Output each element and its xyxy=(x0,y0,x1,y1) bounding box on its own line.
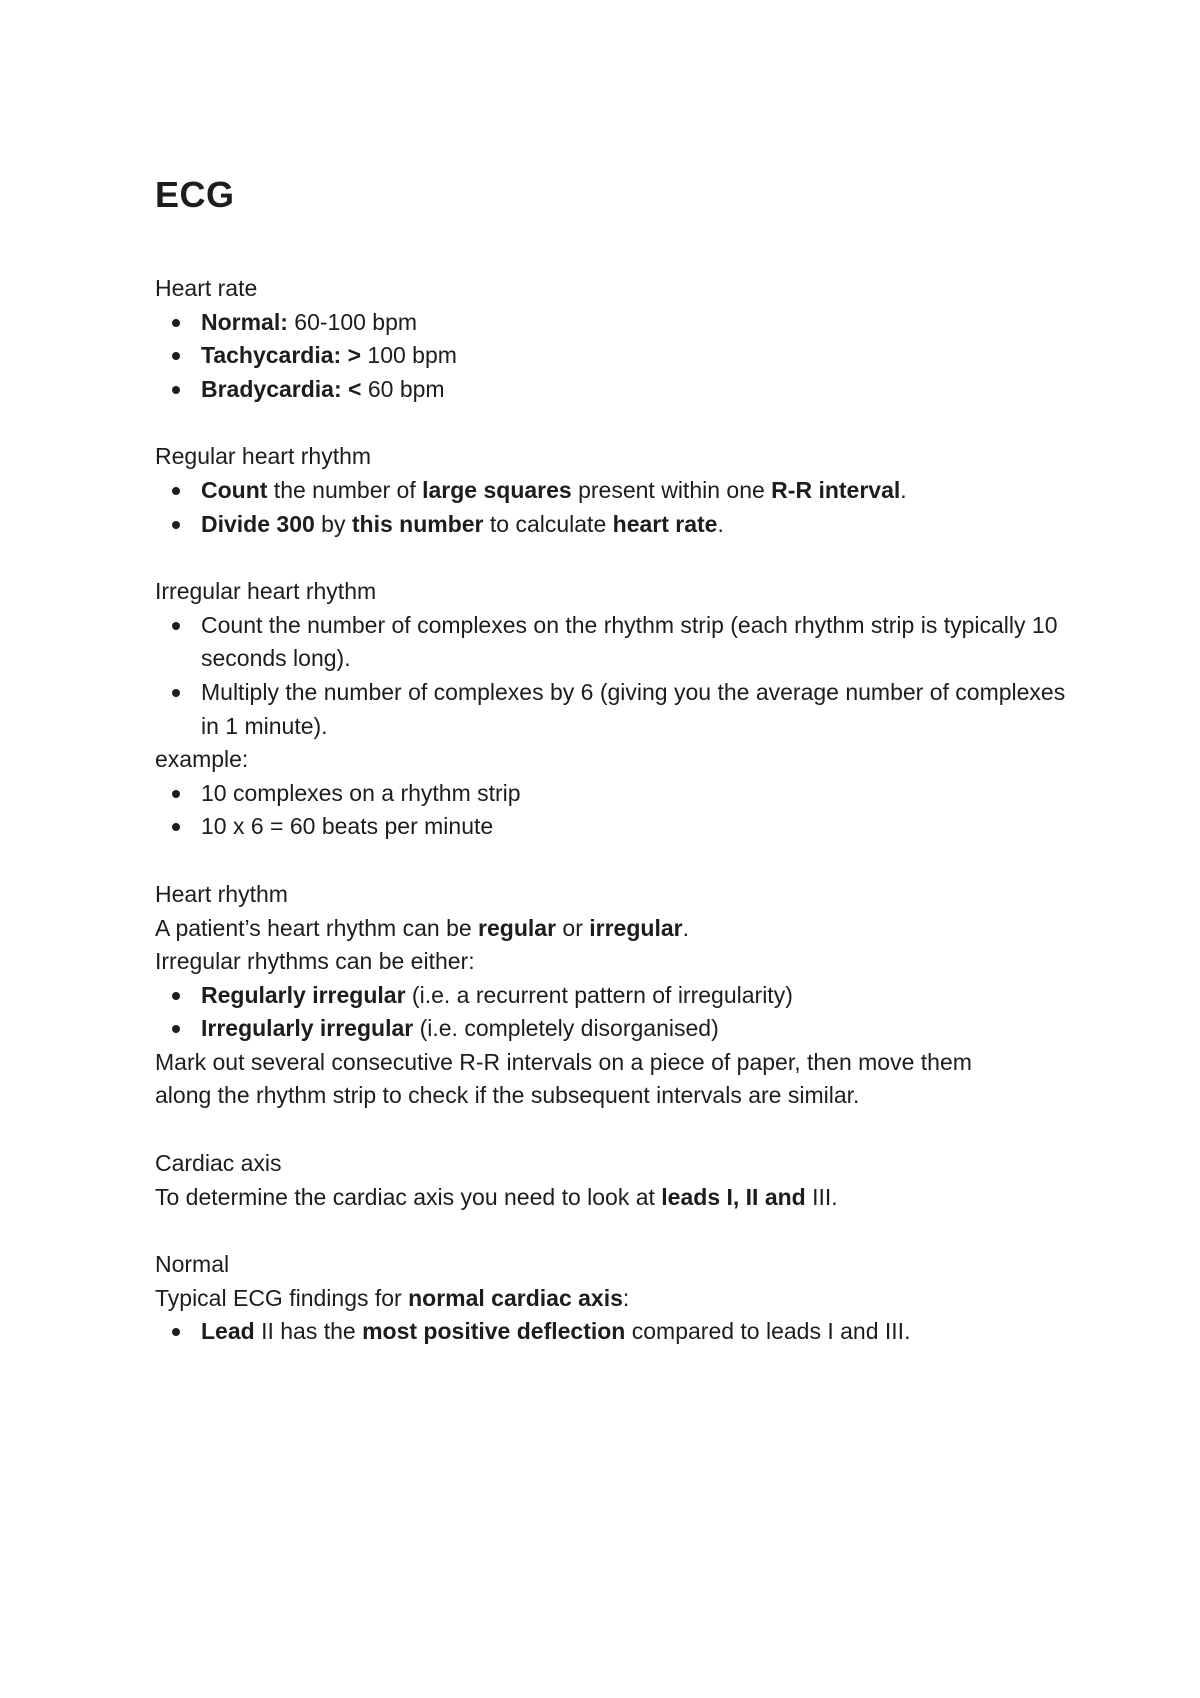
irregular-types-list xyxy=(155,979,1075,1046)
heart-rhythm-line: A patient’s heart rhythm can be regular or irregular. xyxy=(155,914,689,941)
normal-axis-section xyxy=(155,1248,1075,1349)
heart-rhythm-heading: Heart rhythm xyxy=(155,880,288,907)
list-item: 10 x 6 = 60 beats per minute xyxy=(155,810,1075,844)
list-item-tachycardia: Tachycardia: > 100 bpm xyxy=(155,339,1075,373)
list-item: Multiply the number of complexes by 6 (giving you the average number of complexes in 1 minute). xyxy=(155,676,1075,743)
heart-rate-heading: Heart rate xyxy=(155,275,258,301)
list-item-lead-ii: Lead II has the most positive deflection compared to leads I and III. xyxy=(155,1315,1075,1349)
normal-heading: Normal xyxy=(155,1251,230,1278)
list-item-normal: Normal: 60-100 bpm xyxy=(155,306,1075,340)
list-item-regularly-irregular: Regularly irregular (i.e. a recurrent pattern of irregularity) xyxy=(155,979,1075,1013)
normal-line: Typical ECG findings for normal cardiac axis: xyxy=(155,1284,630,1311)
list-item-divide: Divide 300 by this number to calculate heart rate. xyxy=(155,508,1075,542)
heart-rhythm-section xyxy=(155,878,1075,1113)
irregular-rhythm-heading: Irregular heart rhythm xyxy=(155,578,377,605)
cardiac-axis-heading: Cardiac axis xyxy=(155,1150,282,1177)
example-list xyxy=(155,777,1075,844)
list-item-count: Count the number of large squares present within one R-R interval. xyxy=(155,474,1075,508)
cardiac-axis-line: To determine the cardiac axis you need to look at leads I, II and III. xyxy=(155,1183,838,1210)
irregular-rhythm-list xyxy=(155,609,1075,743)
page-title: ECG xyxy=(155,174,235,215)
regular-rhythm-list xyxy=(155,474,1075,541)
irregular-types-line: Irregular rhythms can be either: xyxy=(155,948,475,975)
list-item-irregularly-irregular: Irregularly irregular (i.e. completely disorganised) xyxy=(155,1012,1075,1046)
heart-rate-list xyxy=(155,306,1075,407)
rr-interval-paragraph: Mark out several consecutive R-R intervals on a piece of paper, then move them along the rhythm strip to check if the subsequent intervals are similar. xyxy=(155,1048,972,1109)
list-item: Count the number of complexes on the rhythm strip (each rhythm strip is typically 10 seconds long). xyxy=(155,609,1075,676)
list-item: 10 complexes on a rhythm strip xyxy=(155,777,1075,811)
list-item-bradycardia: Bradycardia: < 60 bpm xyxy=(155,373,1075,407)
heart-rate-section xyxy=(155,272,1075,406)
example-label: example: xyxy=(155,746,249,773)
irregular-rhythm-section xyxy=(155,575,1075,844)
regular-rhythm-heading: Regular heart rhythm xyxy=(155,443,372,470)
document xyxy=(155,170,1075,1349)
cardiac-axis-section xyxy=(155,1147,1075,1214)
regular-rhythm-section xyxy=(155,440,1075,541)
normal-list xyxy=(155,1315,1075,1349)
